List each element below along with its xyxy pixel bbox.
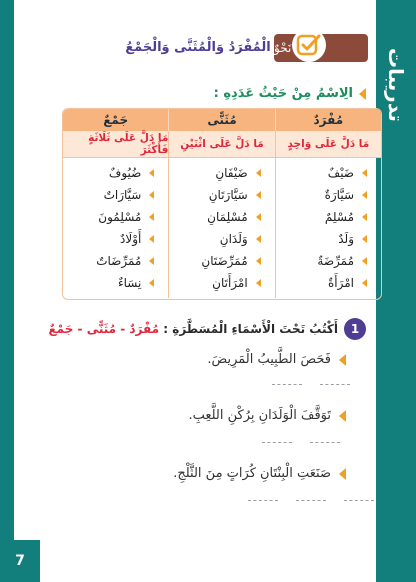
chevron-left-icon <box>256 191 261 199</box>
word: مُسْلِمَانِ <box>207 210 248 224</box>
answer-blank[interactable] <box>272 384 302 385</box>
chevron-left-icon <box>149 235 154 243</box>
list-item <box>63 276 168 290</box>
chevron-left-icon <box>362 213 367 221</box>
word: ضُيُوفٌ <box>108 166 142 180</box>
chevron-left-icon <box>256 235 261 243</box>
answer-blank[interactable] <box>320 384 350 385</box>
list-item <box>63 232 168 246</box>
word: امْرَأَةٌ <box>327 276 354 290</box>
section-heading <box>214 86 366 101</box>
word: وَلَدَانِ <box>219 232 248 246</box>
answer-types: مُفْرَدٌ - مُثَنًّى - جَمْعٌ <box>48 322 160 336</box>
word: وَلَدٌ <box>338 232 354 246</box>
list-item <box>276 188 381 202</box>
answer-blanks-3 <box>248 500 374 501</box>
list-item <box>169 210 274 224</box>
check-icon <box>292 28 326 62</box>
list-item <box>169 166 274 180</box>
list-item <box>63 166 168 180</box>
sentence-3 <box>173 466 346 481</box>
chevron-left-icon <box>339 354 346 366</box>
list-item <box>276 232 381 246</box>
side-title: تدريبات <box>384 48 408 122</box>
list-item <box>276 276 381 290</box>
page-number: 7 <box>0 540 40 582</box>
list-item <box>276 254 381 268</box>
chevron-left-icon <box>256 279 261 287</box>
sentence-text: صَنَعَتِ الْبِنْتَانِ كُرَاتٍ مِنَ الثَّلْجِ. <box>173 466 331 481</box>
column-singular <box>275 158 381 298</box>
answer-blank[interactable] <box>296 500 326 501</box>
subheader-plural: مَا دَلَّ عَلَى ثَلَاثَةٍ فَأَكْثَرَ <box>88 132 169 156</box>
word: مُسْلِمٌ <box>324 210 354 224</box>
list-item <box>169 254 274 268</box>
word: سَيَّارَاتٌ <box>103 188 142 202</box>
list-item <box>63 188 168 202</box>
exercise-heading <box>48 318 366 340</box>
chevron-left-icon <box>256 257 261 265</box>
word: مُمَرِّضَةٌ <box>317 254 354 268</box>
word: ضَيْفَانِ <box>215 166 248 180</box>
list-item <box>63 210 168 224</box>
chevron-left-icon <box>362 235 367 243</box>
sentence-text: فَحَصَ الطَّبِيبُ الْمَرِيضَ. <box>207 352 331 367</box>
answer-blank[interactable] <box>248 500 278 501</box>
chevron-left-icon <box>339 410 346 422</box>
sentence-1 <box>207 352 346 367</box>
instruction-text: أَكْتُبُ تَحْتَ الْأَسْمَاءِ الْمُسَطَّرَةِ : <box>163 322 338 336</box>
table-header-row <box>63 109 381 131</box>
column-plural <box>63 158 168 298</box>
number-table <box>62 108 382 300</box>
left-frame <box>0 0 14 540</box>
section-heading-text: الِاسْمُ مِنْ حَيْثُ عَدَدِهِ : <box>213 86 353 101</box>
subheader-dual: مَا دَلَّ عَلَى اثْنَيْنِ <box>168 131 274 157</box>
answer-blanks-1 <box>272 384 350 385</box>
list-item <box>63 254 168 268</box>
chevron-left-icon <box>149 169 154 177</box>
side-band <box>376 0 416 582</box>
header-plural: جَمْعٌ <box>103 113 129 127</box>
lesson-tag-label: نَحْوٌ <box>274 41 292 55</box>
table-subheader-row <box>63 131 381 158</box>
answer-blank[interactable] <box>310 442 340 443</box>
list-item <box>169 276 274 290</box>
chevron-left-icon <box>149 213 154 221</box>
word: ضَيْفٌ <box>327 166 354 180</box>
list-item <box>169 232 274 246</box>
chevron-left-icon <box>256 213 261 221</box>
word: مُسْلِمُونَ <box>98 210 142 224</box>
chevron-left-icon <box>149 279 154 287</box>
header-dual: مُثَنًّى <box>168 109 274 131</box>
chevron-left-icon <box>149 191 154 199</box>
chevron-left-icon <box>362 169 367 177</box>
answer-blanks-2 <box>262 442 340 443</box>
chevron-left-icon <box>359 88 366 100</box>
lesson-title: الْمُفْرَدُ وَالْمُثَنَّى وَالْجَمْعُ <box>125 40 271 55</box>
list-item <box>169 188 274 202</box>
exercise-number: 1 <box>344 318 366 340</box>
exercise-instruction <box>48 322 338 336</box>
chevron-left-icon <box>256 169 261 177</box>
word: امْرَأَتَانِ <box>212 276 248 290</box>
list-item <box>276 166 381 180</box>
header-singular: مُفْرَدٌ <box>275 109 381 131</box>
table-body <box>63 158 381 298</box>
list-item <box>276 210 381 224</box>
answer-blank[interactable] <box>262 442 292 443</box>
chevron-left-icon <box>149 257 154 265</box>
column-dual <box>168 158 274 298</box>
word: أَوْلَادٌ <box>120 232 142 246</box>
word: سَيَّارَتَانِ <box>208 188 248 202</box>
answer-blank[interactable] <box>344 500 374 501</box>
chevron-left-icon <box>362 257 367 265</box>
word: مُمَرِّضَاتٌ <box>96 254 142 268</box>
chevron-left-icon <box>362 191 367 199</box>
word: نِسَاءٌ <box>118 276 142 290</box>
sentence-2 <box>188 408 346 423</box>
subheader-singular: مَا دَلَّ عَلَى وَاحِدٍ <box>275 131 381 157</box>
word: سَيَّارَةٌ <box>324 188 354 202</box>
chevron-left-icon <box>362 279 367 287</box>
word: مُمَرِّضَتَانِ <box>201 254 248 268</box>
chevron-left-icon <box>339 468 346 480</box>
sentence-text: تَوَقَّفَ الْوَلَدَانِ بِرُكْنِ اللَّعِبِ. <box>188 408 331 423</box>
